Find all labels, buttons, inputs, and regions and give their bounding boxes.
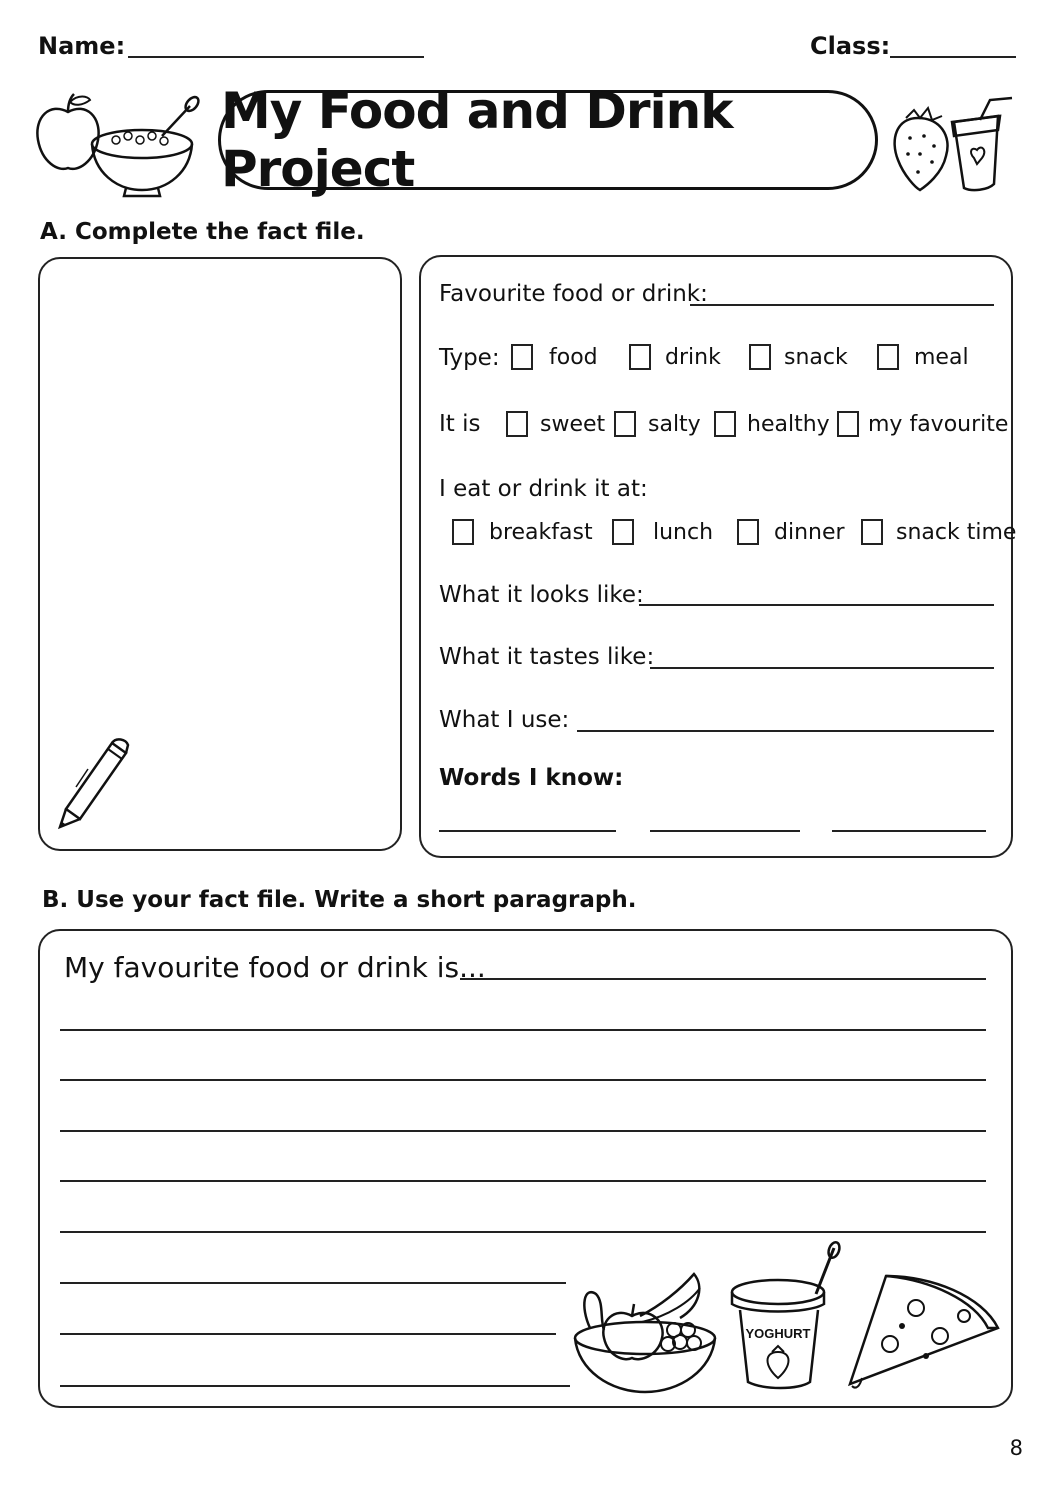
checkbox-drink[interactable] <box>629 344 651 370</box>
favourite-label: Favourite food or drink: <box>439 281 708 307</box>
page-number: 8 <box>1009 1436 1023 1460</box>
yoghurt-cup-icon <box>728 1244 840 1390</box>
word-field-3[interactable] <box>832 830 986 832</box>
pencil-icon <box>56 735 136 835</box>
checkbox-sweet[interactable] <box>506 411 528 437</box>
use-label: What I use: <box>439 707 570 733</box>
section-b-heading: B. Use your fact file. Write a short paragraph. <box>42 887 637 913</box>
checkbox-my-favourite[interactable] <box>837 411 859 437</box>
it-is-option-sweet: sweet <box>540 412 606 437</box>
checkbox-snack[interactable] <box>749 344 771 370</box>
type-option-drink: drink <box>665 345 721 370</box>
fruit-bowl-icon <box>570 1266 720 1396</box>
checkbox-dinner[interactable] <box>737 519 759 545</box>
strawberry-and-drink-icon <box>888 96 1023 196</box>
eat-at-option-dinner: dinner <box>774 520 845 545</box>
paragraph-line-0[interactable] <box>460 978 986 980</box>
checkbox-snack-time[interactable] <box>861 519 883 545</box>
checkbox-meal[interactable] <box>877 344 899 370</box>
page-title: My Food and Drink Project <box>221 82 733 198</box>
favourite-field[interactable] <box>690 304 994 306</box>
type-option-snack: snack <box>784 345 848 370</box>
checkbox-food[interactable] <box>511 344 533 370</box>
paragraph-line-7[interactable] <box>60 1333 556 1335</box>
paragraph-line-5[interactable] <box>60 1231 986 1233</box>
yoghurt-label: YOGHURT <box>745 1326 811 1341</box>
paragraph-line-2[interactable] <box>60 1079 986 1081</box>
name-label: Name: <box>38 32 126 60</box>
it-is-option-salty: salty <box>648 412 701 437</box>
name-field[interactable] <box>128 56 424 58</box>
checkbox-salty[interactable] <box>614 411 636 437</box>
paragraph-line-4[interactable] <box>60 1180 986 1182</box>
word-field-2[interactable] <box>650 830 800 832</box>
class-label: Class: <box>810 32 891 60</box>
tastes-field[interactable] <box>650 667 994 669</box>
pizza-slice-icon <box>842 1266 1002 1394</box>
type-label: Type: <box>439 345 500 371</box>
eat-at-option-breakfast: breakfast <box>489 520 593 545</box>
looks-field[interactable] <box>639 604 994 606</box>
use-field[interactable] <box>577 730 994 732</box>
type-option-food: food <box>549 345 598 370</box>
paragraph-line-8[interactable] <box>60 1385 570 1387</box>
section-a-heading: A. Complete the fact file. <box>40 219 365 245</box>
word-field-1[interactable] <box>439 830 616 832</box>
paragraph-line-6[interactable] <box>60 1282 566 1284</box>
paragraph-line-1[interactable] <box>60 1029 986 1031</box>
apple-and-cereal-icon <box>30 92 200 197</box>
paragraph-line-3[interactable] <box>60 1130 986 1132</box>
checkbox-healthy[interactable] <box>714 411 736 437</box>
drawing-box[interactable] <box>38 257 402 851</box>
looks-label: What it looks like: <box>439 582 644 608</box>
checkbox-lunch[interactable] <box>612 519 634 545</box>
tastes-label: What it tastes like: <box>439 644 655 670</box>
class-field[interactable] <box>890 56 1016 58</box>
type-option-meal: meal <box>914 345 969 370</box>
paragraph-prompt: My favourite food or drink is... <box>64 951 486 984</box>
checkbox-breakfast[interactable] <box>452 519 474 545</box>
it-is-label: It is <box>439 411 481 437</box>
it-is-option-my-favourite: my favourite <box>868 412 1009 437</box>
eat-at-label: I eat or drink it at: <box>439 476 648 502</box>
title-banner <box>218 82 878 198</box>
eat-at-option-snack-time: snack time <box>896 520 1017 545</box>
it-is-option-healthy: healthy <box>747 412 830 437</box>
eat-at-option-lunch: lunch <box>653 520 714 545</box>
words-label: Words I know: <box>439 765 624 791</box>
